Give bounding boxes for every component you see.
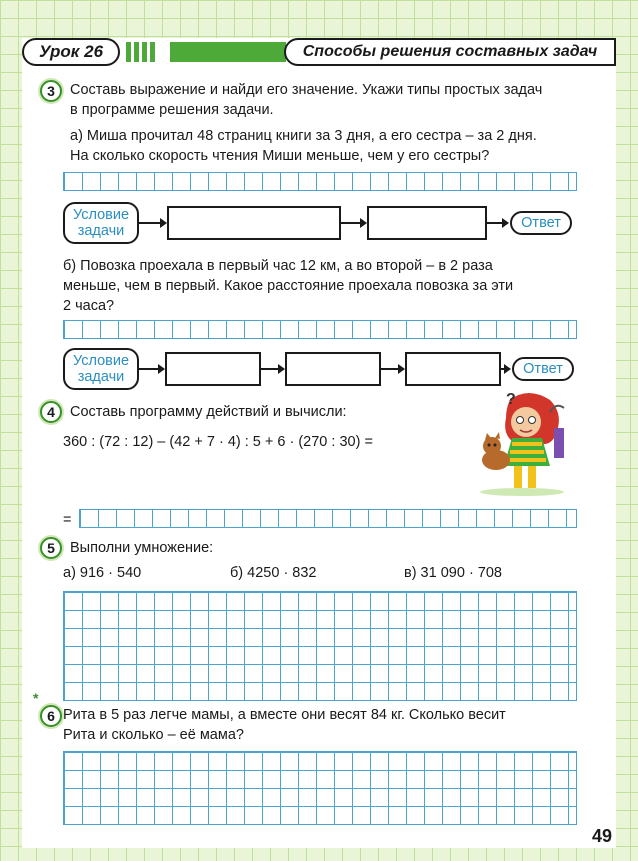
condition-label: задачи [77, 223, 125, 239]
flow-arrow [487, 222, 507, 224]
girl-with-cat-illustration [462, 388, 582, 496]
step-box[interactable] [285, 352, 381, 386]
flow-arrow [341, 222, 365, 224]
equals-sign: = [63, 512, 72, 528]
flow-arrow [139, 368, 163, 370]
answer-box: Ответ [512, 357, 574, 381]
multiplication-item: б) 4250 · 832 [230, 565, 317, 581]
task-instruction: в программе решения задачи. [70, 102, 274, 118]
task-instruction: Выполни умножение: [70, 540, 214, 556]
problem-text: Рита и сколько – её мама? [63, 727, 244, 743]
task-instruction: Составь выражение и найди его значение. Укажи типы простых задач [70, 82, 543, 98]
flow-arrow [261, 368, 283, 370]
task-number: 5 [40, 537, 62, 559]
step-box[interactable] [367, 206, 487, 240]
condition-label: Условие [72, 207, 130, 223]
task-number: 3 [40, 80, 62, 102]
header-stripes [126, 42, 166, 62]
condition-box [63, 348, 139, 390]
page-number: 49 [591, 826, 612, 846]
problem-text: а) Миша прочитал 48 страниц книги за 3 дня, а его сестра – за 2 дня. [70, 128, 537, 144]
lesson-label: Урок 26 [22, 38, 120, 66]
problem-text: Рита в 5 раз легче мамы, а вместе они весят 84 кг. Сколько весит [63, 707, 506, 723]
task-number: 6 [40, 705, 62, 727]
task-instruction: Составь программу действий и вычисли: [70, 404, 347, 420]
flow-arrow [381, 368, 403, 370]
multiplication-item: а) 916 · 540 [63, 565, 142, 581]
answer-cells-row[interactable] [63, 172, 577, 191]
condition-label: Условие [72, 353, 130, 369]
calculation-grid[interactable] [63, 591, 577, 701]
task-number: 4 [40, 401, 62, 423]
answer-cells-row[interactable] [79, 509, 577, 528]
header-bar [170, 42, 286, 62]
step-box[interactable] [167, 206, 341, 240]
condition-box [63, 202, 139, 244]
step-box[interactable] [405, 352, 501, 386]
flow-arrow [139, 222, 165, 224]
problem-text: 2 часа? [63, 298, 115, 314]
condition-label: задачи [77, 369, 125, 385]
svg-text:?: ? [506, 391, 516, 408]
solution-grid[interactable] [63, 751, 577, 825]
difficulty-star: * [33, 690, 39, 706]
multiplication-item: в) 31 090 · 708 [404, 565, 502, 581]
topic-title: Способы решения составных задач [284, 38, 616, 66]
page-header [22, 38, 616, 68]
answer-cells-row[interactable] [63, 320, 577, 339]
step-box[interactable] [165, 352, 261, 386]
problem-text: На сколько скорость чтения Миши меньше, чем у его сестры? [70, 148, 490, 164]
problem-text: меньше, чем в первый. Какое расстояние проехала повозка за эти [63, 278, 514, 294]
flow-arrow [501, 368, 509, 370]
answer-box: Ответ [510, 211, 572, 235]
math-expression: 360 : (72 : 12) – (42 + 7 · 4) : 5 + 6 · (270 : 30) = [63, 434, 373, 450]
problem-text: б) Повозка проехала в первый час 12 км, а во второй – в 2 раза [63, 258, 493, 274]
